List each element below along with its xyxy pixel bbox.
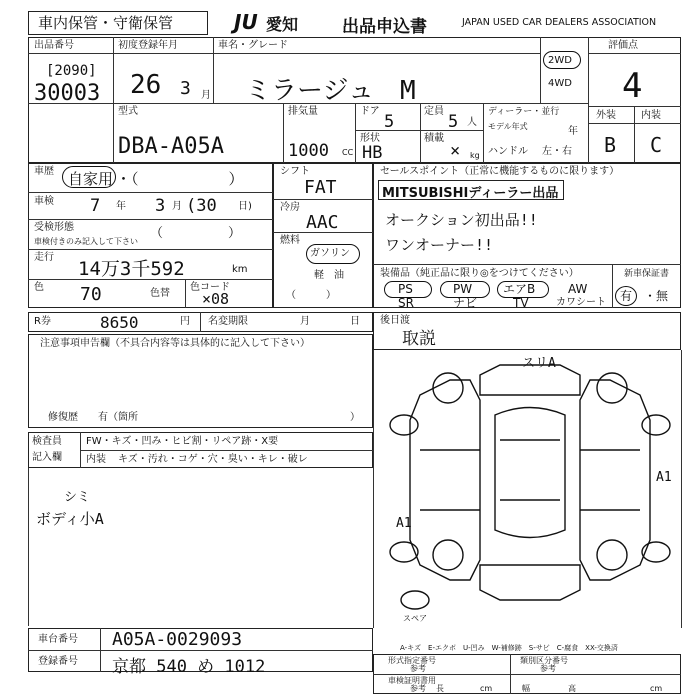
damage-legend: A-キズ E-エクボ U-凹み W-補修跡 S-サビ C-腐食 XX-交換済	[400, 644, 618, 652]
registration-month: 3	[180, 78, 191, 99]
acceptance-note: 車検付きのみ記入して下さい	[34, 237, 138, 246]
remark-body: ボディ小A	[36, 510, 104, 528]
fuel-diesel: 軽 油	[314, 270, 344, 281]
equip-airbag: エアB	[503, 282, 536, 296]
equip-navi: ナビ	[453, 296, 478, 310]
color-code: ×08	[202, 290, 230, 308]
spare-label: スペア	[403, 614, 427, 623]
association-name: JAPAN USED CAR DEALERS ASSOCIATION	[462, 17, 657, 28]
inspector-label-1: 検査員	[32, 436, 62, 447]
notes-label: 注意事項申告欄（不具合内容等は具体的に記入して下さい）	[40, 338, 310, 349]
spec-width: 幅	[522, 684, 530, 693]
inspection-day-unit: 日)	[238, 201, 252, 212]
recycle-label: R券	[34, 316, 51, 327]
load-unit: kg	[470, 151, 480, 160]
inspection-month-unit: 月	[172, 201, 182, 212]
equip-pw: PW	[453, 282, 473, 296]
mileage-value: 14万3千592	[78, 258, 185, 280]
equip-aw: AW	[568, 282, 588, 296]
fuel-other: （ ）	[286, 290, 336, 301]
sales-point-1: オークション初出品!!	[385, 211, 538, 229]
dealer-label: ディーラー・並行	[488, 107, 560, 117]
inspection-day: (30	[186, 196, 217, 216]
rear-delivery-label: 後日渡	[380, 315, 410, 326]
equip-ps: PS	[398, 282, 413, 296]
rear-delivery-value: 取説	[402, 329, 436, 349]
spec-row-3-title: 類別区分番号	[520, 656, 568, 665]
displacement-value: 1000	[288, 141, 329, 161]
recycle-value: 8650	[100, 313, 139, 332]
lot-number: 30003	[34, 81, 101, 106]
reg-number: 京都 540 め 1012	[112, 657, 266, 677]
sales-heading: MITSUBISHIディーラー出品	[382, 186, 559, 201]
spec-row-4-title: 車検証明書用	[388, 676, 436, 685]
fuel-label: 燃料	[280, 235, 300, 246]
doors-label: ドア	[360, 106, 380, 117]
handle-options: 左・右	[542, 146, 572, 157]
deadline-month: 月	[300, 316, 310, 327]
inspection-month: 3	[155, 196, 166, 216]
repair-history: 修復歴 有（箇所	[48, 412, 138, 423]
mileage-label: 走行	[34, 252, 54, 263]
shift-label: シフト	[280, 166, 310, 177]
displacement-unit: CC	[342, 148, 354, 157]
warranty-no: ・無	[644, 289, 669, 303]
cooling-label: 冷房	[280, 202, 300, 213]
equip-leather-seat: カワシート	[556, 297, 606, 308]
mark-roof: スリA	[522, 356, 556, 371]
grade-label: 評価点	[608, 40, 638, 51]
spec-length-unit: cm	[480, 684, 493, 693]
body-shape-label: 形状	[360, 133, 380, 144]
history-value: 自家用	[68, 170, 114, 188]
handle-label: ハンドル	[488, 146, 528, 157]
inspector-row-1: FW・キズ・凹み・ヒビ割・リペア跡・X要	[86, 436, 279, 447]
registration-year: 26	[130, 70, 162, 100]
spec-length: 長	[436, 684, 444, 693]
warranty-label: 新車保証書	[624, 269, 670, 279]
grade-value: 4	[622, 66, 643, 106]
storage-label: 車内保管・守衛保管	[38, 14, 174, 32]
interior-grade: C	[650, 133, 663, 157]
drive-2wd: 2WD	[548, 55, 572, 66]
ju-logo: JU	[234, 10, 258, 34]
lot-label: 出品番号	[34, 40, 74, 51]
org-name: 愛知	[266, 15, 299, 34]
registration-label: 初度登録年月	[118, 40, 178, 51]
inspector-row-2-label: 内装	[86, 454, 106, 465]
spec-row-1-title: 形式指定番号	[388, 656, 436, 665]
acceptance-value: （ ）	[150, 226, 242, 241]
capacity-label: 定員	[424, 106, 444, 117]
equipment-label: 装備品（純正品に限り◎をつけてください）	[380, 268, 579, 279]
load-label: 積載	[424, 133, 444, 144]
capacity-unit: 人	[467, 117, 477, 128]
spec-row-4-sub: 参考	[410, 684, 426, 693]
lot-code: [2090]	[46, 63, 97, 79]
fuel-gasoline: ガソリン	[310, 248, 350, 259]
inspection-year: 7	[90, 196, 101, 216]
form-title: 出品申込書	[342, 17, 427, 37]
chassis-label: 車台番号	[38, 634, 78, 645]
mark-right: A1	[656, 470, 672, 485]
equip-sr: SR	[398, 296, 414, 310]
chassis-number: A05A-0029093	[112, 629, 243, 650]
equip-tv: TV	[513, 296, 529, 310]
warranty-yes: 有	[620, 289, 633, 303]
model-year-unit: 年	[568, 126, 578, 137]
repair-close: ）	[350, 412, 360, 423]
reg-label: 登録番号	[38, 656, 78, 667]
deadline-day: 日	[350, 316, 360, 327]
shift-value: FAT	[304, 177, 337, 198]
inspection-label: 車検	[34, 196, 54, 207]
month-unit: 月	[201, 90, 211, 101]
model-year-label: モデル年式	[488, 122, 528, 131]
exterior-grade: B	[604, 133, 617, 157]
exterior-label: 外装	[596, 110, 616, 121]
doors-value: 5	[384, 112, 395, 132]
mileage-unit: km	[232, 264, 248, 275]
history-rest: ・（ ）	[116, 170, 244, 188]
model-code: DBA-A05A	[118, 134, 224, 159]
inspection-year-unit: 年	[116, 201, 126, 212]
mark-left: A1	[396, 516, 412, 531]
cooling-value: AAC	[306, 212, 339, 233]
spec-row-3-sub: 参考	[540, 664, 556, 673]
color-label: 色	[34, 282, 44, 293]
remark-stain: シミ	[64, 490, 91, 505]
color-value: 70	[80, 284, 102, 305]
spec-row-1-sub: 参考	[410, 664, 426, 673]
history-label: 車歴	[34, 166, 54, 177]
model-name: ミラージュ M	[245, 76, 416, 106]
acceptance-label: 受検形態	[34, 222, 74, 233]
model-name-label: 車名・グレード	[218, 40, 288, 51]
interior-label: 内装	[641, 110, 661, 121]
sales-point-label: セールスポイント（正常に機能するものに限ります）	[380, 166, 620, 177]
color-code-label: 色コード	[190, 282, 230, 293]
recycle-unit: 円	[180, 316, 190, 327]
deadline-label: 名変期限	[208, 316, 248, 327]
spec-height: 高	[568, 684, 576, 693]
capacity-value: 5	[448, 112, 459, 132]
inspector-row-2: キズ・汚れ・コゲ・穴・臭い・キレ・破レ	[118, 454, 308, 465]
spec-height-unit: cm	[650, 684, 663, 693]
sales-point-2: ワンオーナー!!	[385, 236, 494, 254]
model-code-label: 型式	[118, 106, 138, 117]
displacement-label: 排気量	[288, 106, 318, 117]
load-value: ×	[450, 141, 461, 161]
body-shape-value: HB	[362, 143, 383, 163]
drive-4wd: 4WD	[548, 78, 572, 89]
color-change-label: 色替	[150, 288, 170, 299]
inspector-label-2: 記入欄	[32, 452, 62, 463]
